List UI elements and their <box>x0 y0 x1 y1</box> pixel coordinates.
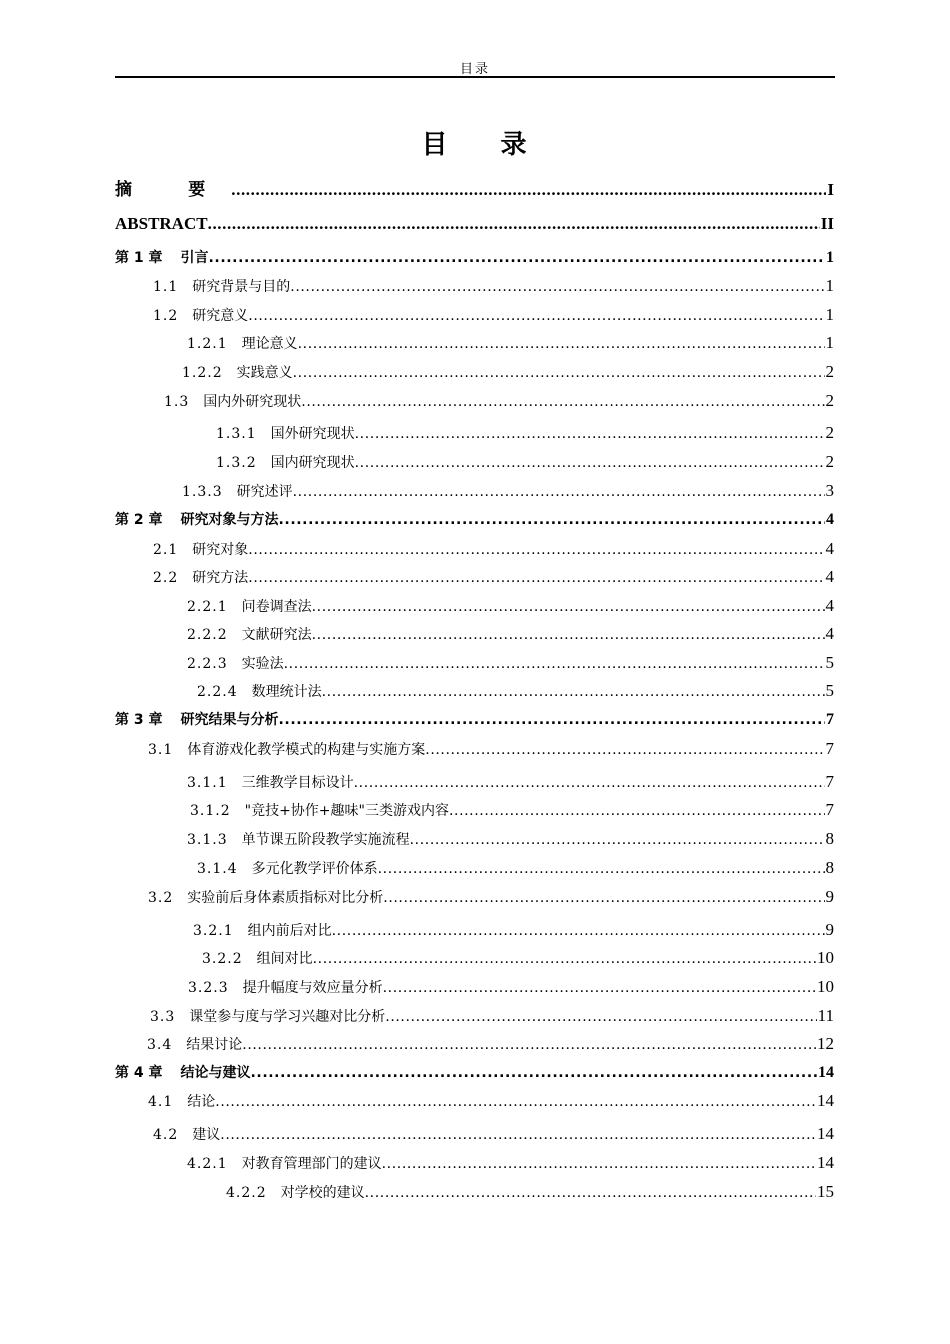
toc-entry[interactable] <box>187 595 834 617</box>
toc-page-number: 10 <box>817 977 834 996</box>
toc-dot-leader <box>293 362 825 384</box>
toc-entry-number: 3.2.1 <box>193 923 234 939</box>
toc-entry-text: 实验前后身体素质指标对比分析 <box>187 890 384 906</box>
toc-dot-leader <box>355 452 825 474</box>
toc-entry-number: 3.2 <box>148 890 174 906</box>
toc-entry-title <box>153 1124 220 1146</box>
toc-entry-title <box>187 596 312 618</box>
toc-entry[interactable] <box>182 361 834 383</box>
toc-entry-number: 3.1.3 <box>187 832 228 848</box>
toc-page-number: 8 <box>825 858 834 877</box>
toc-entry-number: 第 4 章 <box>115 1065 163 1081</box>
toc-entry-text: 建议 <box>192 1127 221 1143</box>
toc-entry[interactable] <box>153 1123 834 1145</box>
toc-entry-number: 3.3 <box>150 1009 176 1025</box>
toc-entry-text: 结论 <box>187 1094 216 1110</box>
toc-page-number: 4 <box>825 539 834 558</box>
toc-entry-text: 研究对象 <box>192 542 249 558</box>
toc-entry-number: 4.1 <box>148 1094 174 1110</box>
toc-entry-title <box>150 1006 385 1028</box>
toc-entry-number: 1.3.2 <box>216 455 257 471</box>
toc-dot-leader <box>284 653 825 675</box>
toc-entry-number: 第 3 章 <box>115 712 163 728</box>
toc-entry-number: 4.2.2 <box>226 1185 267 1201</box>
toc-page-number: 15 <box>817 1182 834 1201</box>
toc-dot-leader <box>378 858 825 880</box>
toc-entry-text: 国外研究现状 <box>270 426 355 442</box>
toc-entry-title <box>115 1062 251 1084</box>
toc-dot-leader <box>279 509 826 531</box>
toc-entry-title <box>187 772 354 794</box>
toc-entry-text: 研究对象与方法 <box>180 512 279 528</box>
toc-entry-text: 国内外研究现状 <box>203 394 302 410</box>
toc-page-number: 9 <box>825 887 834 906</box>
toc-entry-title <box>188 977 383 999</box>
toc-entry-title <box>216 423 355 445</box>
toc-dot-leader <box>383 887 824 909</box>
toc-dot-leader <box>382 1153 816 1175</box>
toc-entry-title <box>148 1091 215 1113</box>
toc-page-number: II <box>820 214 834 233</box>
toc-entry-text: 组内前后对比 <box>247 923 332 939</box>
toc-entry[interactable] <box>226 1181 834 1203</box>
toc-dot-leader <box>251 1062 818 1084</box>
toc-entry-number: 第 2 章 <box>115 512 163 528</box>
toc-entry[interactable] <box>153 538 834 560</box>
toc-page-number: 11 <box>817 1006 834 1025</box>
toc-entry-number: 3.1.2 <box>190 803 231 819</box>
toc-dot-leader <box>248 567 824 589</box>
toc-page-number: 7 <box>826 711 834 728</box>
toc-entry-text: ABSTRACT <box>115 214 208 233</box>
page-title: 目 录 <box>421 130 529 160</box>
toc-entry-text: 文献研究法 <box>241 627 312 643</box>
toc-entry-number: 4.2.1 <box>187 1156 228 1172</box>
toc-entry-title <box>115 179 231 201</box>
toc-dot-leader <box>298 333 825 355</box>
toc-entry[interactable] <box>115 1062 834 1084</box>
toc-entry-number: 3.4 <box>147 1037 173 1053</box>
toc-page-number: 4 <box>825 567 834 586</box>
toc-entry-title <box>187 829 410 851</box>
toc-entry[interactable] <box>153 275 834 297</box>
toc-entry-number: 3.2.3 <box>188 980 229 996</box>
toc-entry-number: 2.2.3 <box>187 656 228 672</box>
toc-entry-title <box>115 247 209 269</box>
toc-entry-title <box>197 681 322 703</box>
toc-entry-number: 1.2 <box>153 308 179 324</box>
toc-page-number: 2 <box>825 362 834 381</box>
toc-entry[interactable] <box>148 886 834 908</box>
toc-dot-leader <box>279 709 826 731</box>
toc-entry-title <box>187 653 284 675</box>
toc-entry-text: 单节课五阶段教学实施流程 <box>241 832 410 848</box>
toc-dot-leader <box>242 1034 816 1056</box>
toc-entry-title <box>216 452 355 474</box>
toc-entry[interactable] <box>153 304 834 326</box>
toc-entry-title <box>197 858 378 880</box>
toc-entry-text: 对教育管理部门的建议 <box>241 1156 382 1172</box>
toc-entry[interactable] <box>187 623 834 645</box>
toc-page-number: 12 <box>817 1034 834 1053</box>
toc-dot-leader <box>355 423 825 445</box>
toc-dot-leader <box>301 391 824 413</box>
toc-page-number: 2 <box>825 391 834 410</box>
toc-entry[interactable] <box>188 976 834 998</box>
toc-entry[interactable] <box>190 799 834 821</box>
toc-dot-leader <box>312 624 825 646</box>
toc-entry[interactable] <box>216 451 834 473</box>
toc-entry-text: 研究意义 <box>192 308 249 324</box>
toc-entry-text: 结果讨论 <box>186 1037 243 1053</box>
toc-entry[interactable] <box>147 1033 834 1055</box>
toc-entry-text: 数理统计法 <box>251 684 322 700</box>
toc-page-number: 1 <box>825 276 834 295</box>
toc-entry-text: 实践意义 <box>236 365 293 381</box>
toc-dot-leader <box>410 829 825 851</box>
toc-page-number: 3 <box>825 481 834 500</box>
toc-dot-leader <box>312 596 825 618</box>
toc-entry-title <box>148 887 383 909</box>
toc-dot-leader <box>290 276 824 298</box>
toc-entry-number: 1.3.1 <box>216 426 257 442</box>
toc-page-number: I <box>827 180 834 199</box>
toc-entry-title <box>182 362 293 384</box>
toc-entry-text: 理论意义 <box>241 336 298 352</box>
toc-dot-leader <box>385 1006 816 1028</box>
toc-entry-title <box>202 948 313 970</box>
toc-page-number: 7 <box>825 739 834 758</box>
toc-entry[interactable] <box>115 247 834 269</box>
toc-entry-number: 3.1.4 <box>197 861 238 877</box>
toc-dot-leader <box>322 681 825 703</box>
toc-entry-number: 2.2 <box>153 570 179 586</box>
toc-dot-leader <box>220 1124 816 1146</box>
toc-entry-title <box>187 624 312 646</box>
toc-dot-leader <box>425 739 824 761</box>
toc-entry-text: 课堂参与度与学习兴趣对比分析 <box>189 1009 386 1025</box>
toc-entry[interactable] <box>115 213 834 235</box>
toc-entry[interactable] <box>187 828 834 850</box>
toc-entry[interactable] <box>197 857 834 879</box>
toc-entry-title <box>187 333 298 355</box>
toc-entry-text: 研究背景与目的 <box>192 279 291 295</box>
toc-dot-leader <box>313 948 816 970</box>
toc-dot-leader <box>208 213 820 235</box>
toc-dot-leader <box>449 800 825 822</box>
toc-entry[interactable] <box>115 709 834 731</box>
toc-entry[interactable] <box>216 422 834 444</box>
toc-entry-text: 研究述评 <box>236 484 293 500</box>
toc-entry[interactable] <box>187 332 834 354</box>
toc-entry-number: 2.2.2 <box>187 627 228 643</box>
toc-entry-number: 1.2.2 <box>182 365 223 381</box>
toc-entry-title <box>226 1182 365 1204</box>
toc-dot-leader <box>248 539 824 561</box>
toc-entry[interactable] <box>115 509 834 531</box>
toc-dot-leader <box>231 179 826 201</box>
toc-entry-text: 多元化教学评价体系 <box>251 861 378 877</box>
toc-entry-text: 组间对比 <box>256 951 313 967</box>
toc-page-number: 9 <box>825 920 834 939</box>
toc-entry-number: 3.2.2 <box>202 951 243 967</box>
toc-entry-number: 2.1 <box>153 542 179 558</box>
toc-entry-text: 体育游戏化教学模式的构建与实施方案 <box>187 742 426 758</box>
toc-entry[interactable] <box>187 652 834 674</box>
toc-entry-text: 引言 <box>180 250 209 266</box>
toc-entry-title <box>147 1034 242 1056</box>
toc-dot-leader <box>383 977 816 999</box>
toc-entry-number: 2.2.4 <box>197 684 238 700</box>
toc-entry-number: 1.1 <box>153 279 179 295</box>
toc-page-number: 7 <box>825 772 834 791</box>
toc-entry-number: 摘 要 <box>115 180 232 199</box>
toc-page-number: 5 <box>825 653 834 672</box>
toc-entry-number: 1.3.3 <box>182 484 223 500</box>
toc-page-number: 10 <box>817 948 834 967</box>
toc-entry[interactable] <box>182 480 834 502</box>
toc-entry-title <box>182 481 293 503</box>
toc-entry-text: 研究结果与分析 <box>180 712 279 728</box>
toc-entry-text: "竞技+协作+趣味"三类游戏内容 <box>244 803 449 819</box>
toc-entry-title <box>153 539 248 561</box>
toc-entry-title <box>115 509 279 531</box>
toc-entry-title <box>187 1153 382 1175</box>
toc-entry-title <box>115 213 208 235</box>
toc-entry-number: 1.2.1 <box>187 336 228 352</box>
toc-entry[interactable] <box>153 566 834 588</box>
toc-page-number: 1 <box>826 249 834 266</box>
toc-entry-text: 研究方法 <box>192 570 249 586</box>
toc-page-number: 14 <box>817 1091 834 1110</box>
toc-dot-leader <box>209 247 826 269</box>
toc-entry-number: 4.2 <box>153 1127 179 1143</box>
toc-entry-text: 问卷调查法 <box>241 599 312 615</box>
toc-dot-leader <box>354 772 825 794</box>
toc-entry-text: 结论与建议 <box>180 1065 251 1081</box>
toc-page-number: 1 <box>825 333 834 352</box>
toc-dot-leader <box>215 1091 816 1113</box>
toc-entry-number: 3.1 <box>148 742 174 758</box>
toc-entry-text: 提升幅度与效应量分析 <box>242 980 383 996</box>
toc-entry[interactable] <box>115 179 834 201</box>
toc-entry[interactable] <box>187 1152 834 1174</box>
toc-entry-title <box>193 920 332 942</box>
toc-entry-title <box>153 276 290 298</box>
toc-entry-text: 对学校的建议 <box>280 1185 365 1201</box>
running-header: 目录 <box>459 62 490 77</box>
toc-entry-number: 第 1 章 <box>115 250 163 266</box>
toc-entry[interactable] <box>202 947 834 969</box>
toc-entry-text: 国内研究现状 <box>270 455 355 471</box>
toc-dot-leader <box>248 305 824 327</box>
toc-entry-title <box>153 305 248 327</box>
toc-dot-leader <box>365 1182 816 1204</box>
toc-entry-number: 2.2.1 <box>187 599 228 615</box>
toc-entry[interactable] <box>148 1090 834 1112</box>
toc-entry[interactable] <box>164 390 834 412</box>
toc-entry[interactable] <box>187 771 834 793</box>
toc-entry-number: 3.1.1 <box>187 775 228 791</box>
toc-entry-title <box>190 800 449 822</box>
toc-dot-leader <box>293 481 825 503</box>
toc-page-number: 4 <box>825 624 834 643</box>
toc-page-number: 4 <box>826 511 834 528</box>
toc-page-number: 14 <box>817 1153 834 1172</box>
toc-entry-title <box>164 391 301 413</box>
toc-page-number: 5 <box>825 681 834 700</box>
toc-page-number: 2 <box>825 452 834 471</box>
toc-dot-leader <box>332 920 825 942</box>
toc-entry-title <box>115 709 279 731</box>
toc-entry-text: 实验法 <box>241 656 284 672</box>
toc-entry-number: 1.3 <box>164 394 190 410</box>
toc-page-number: 1 <box>825 305 834 324</box>
toc-entry[interactable] <box>150 1005 834 1027</box>
toc-entry[interactable] <box>148 738 834 760</box>
toc-entry-text: 三维教学目标设计 <box>241 775 354 791</box>
toc-entry-title <box>153 567 248 589</box>
toc-page-number: 8 <box>825 829 834 848</box>
toc-page-number: 2 <box>825 423 834 442</box>
toc-page-number: 14 <box>818 1064 834 1081</box>
toc-entry[interactable] <box>197 680 834 702</box>
toc-entry-title <box>148 739 425 761</box>
toc-page-number: 14 <box>817 1124 834 1143</box>
toc-entry[interactable] <box>193 919 834 941</box>
toc-page-number: 7 <box>825 800 834 819</box>
toc-page-number: 4 <box>825 596 834 615</box>
